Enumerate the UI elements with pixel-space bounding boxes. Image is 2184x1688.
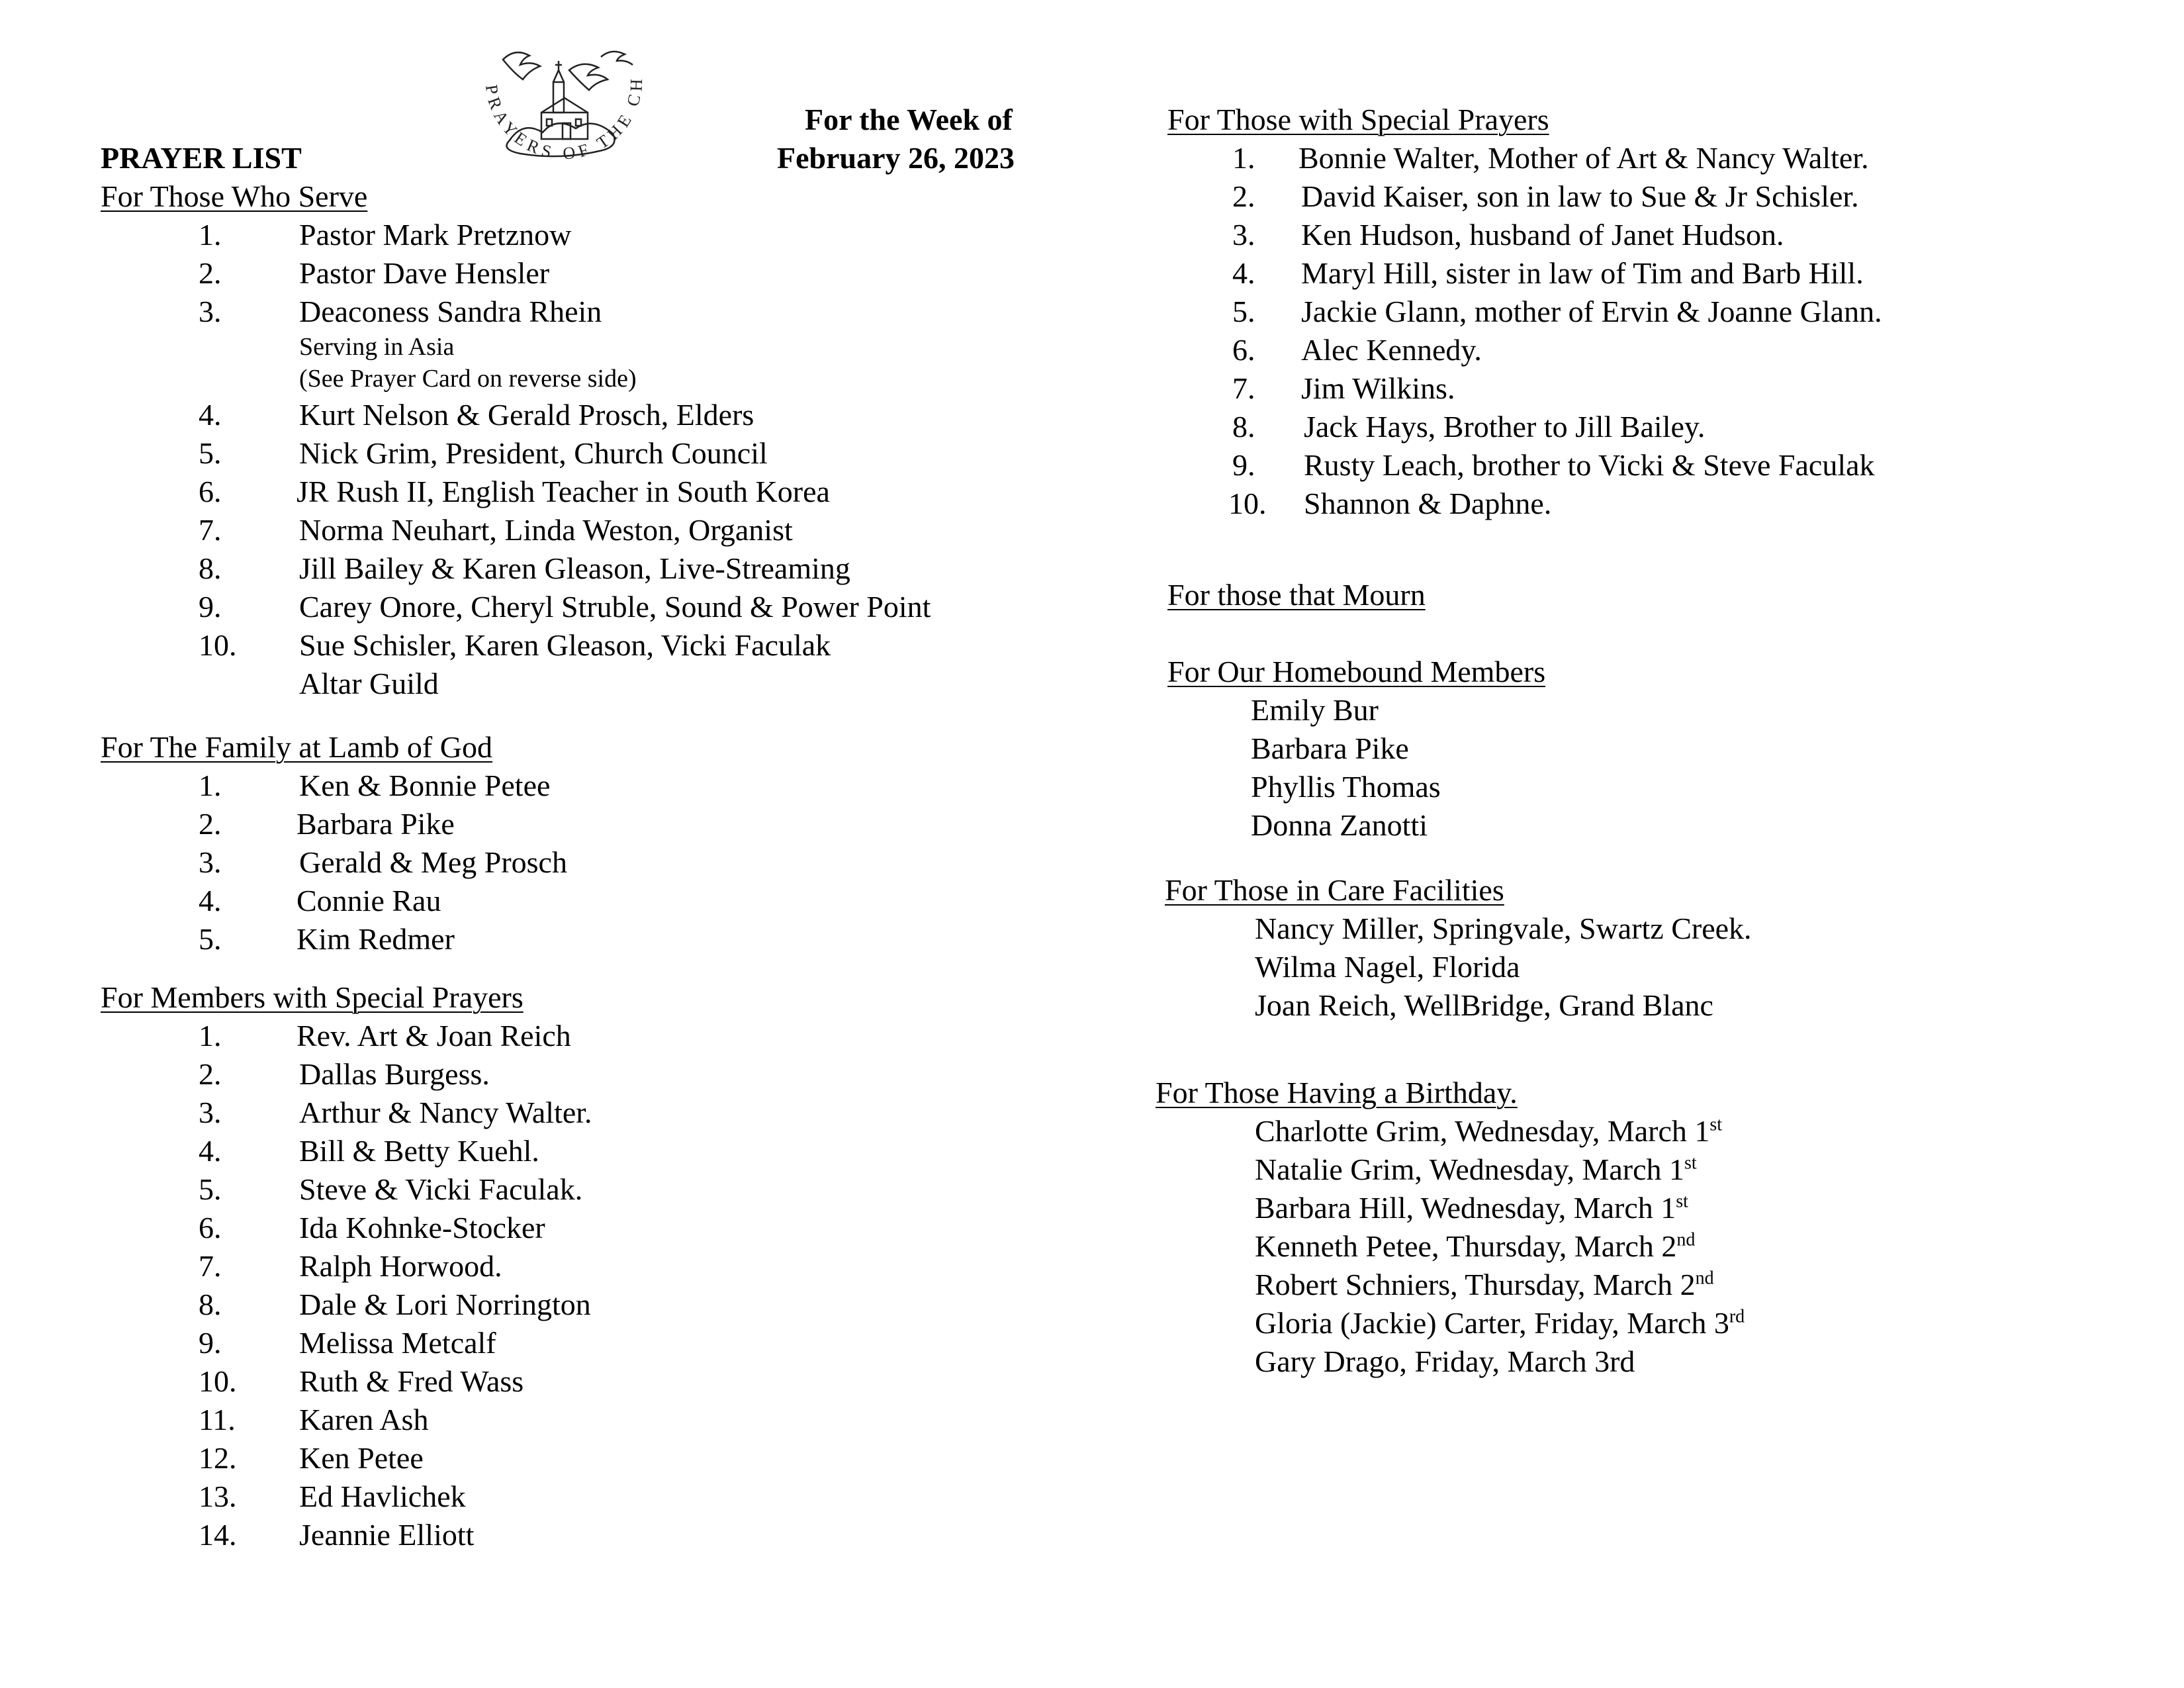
list-item: 12. Ken Petee [199,1441,424,1475]
section-heading-members: For Members with Special Prayers [101,980,523,1014]
list-item: 6. JR Rush II, English Teacher in South Korea [199,475,830,508]
family-list [199,767,993,959]
homebound-list [1251,691,1441,845]
list-item: Gloria (Jackie) Carter, Friday, March 3rd [1255,1306,1745,1340]
serve-list-continued [199,396,1059,703]
list-item: Barbara Pike [1251,731,1409,765]
serve-note-asia: Serving in Asia [299,333,455,361]
list-item: 8. Jill Bailey & Karen Gleason, Live-Streaming [199,551,850,585]
list-item: 2. Dallas Burgess. [199,1057,490,1091]
serve-note-card: (See Prayer Card on reverse side) [299,365,637,393]
list-item: 7. Jim Wilkins. [1232,371,1455,405]
list-item: 9. Carey Onore, Cheryl Struble, Sound & Power Point [199,590,931,624]
list-item: Donna Zanotti [1251,808,1428,842]
list-item: 6. Alec Kennedy. [1232,333,1482,367]
list-item: 2. Pastor Dave Hensler [199,256,550,290]
list-item: 4. Connie Rau [199,884,441,917]
list-item: 7. Norma Neuhart, Linda Weston, Organist [199,513,793,547]
list-item: 11. Karen Ash [199,1403,429,1436]
church-with-doves-icon [463,41,662,193]
list-item: Gary Drago, Friday, March 3rd [1255,1344,1635,1378]
church-seal-logo [463,41,662,193]
svg-text:PRAYERS OF THE CHURCH [463,41,646,164]
section-heading-serve: For Those Who Serve [101,179,368,213]
list-item: 5. Kim Redmer [199,922,455,956]
list-item: 3. Ken Hudson, husband of Janet Hudson. [1232,218,1784,252]
section-heading-special-prayers: For Those with Special Prayers [1167,103,1549,136]
page-title: PRAYER LIST [101,141,302,175]
list-item: 6. Ida Kohnke-Stocker [199,1211,545,1244]
list-item: Robert Schniers, Thursday, March 2nd [1255,1268,1714,1301]
list-item: 4. Maryl Hill, sister in law of Tim and Barb Hill. [1232,256,1864,290]
list-item: Charlotte Grim, Wednesday, March 1st [1255,1114,1723,1148]
list-item: 10. Shannon & Daphne. [1228,487,1552,520]
list-item: Barbara Hill, Wednesday, March 1st [1255,1191,1688,1225]
section-heading-birthday: For Those Having a Birthday. [1156,1076,1518,1109]
list-item: Wilma Nagel, Florida [1255,950,1520,984]
list-item: Altar Guild [299,667,439,700]
list-item: 3. Deaconess Sandra Rhein [199,295,602,328]
list-item: 10. Sue Schisler, Karen Gleason, Vicki Faculak [199,628,831,662]
list-item: 2. David Kaiser, son in law to Sue & Jr Schisler. [1232,179,1859,213]
list-item: 8. Dale & Lori Norrington [199,1288,591,1321]
list-item: 13. Ed Havlichek [199,1479,466,1513]
section-heading-family: For The Family at Lamb of God [101,730,492,764]
birthday-list [1255,1112,1745,1381]
section-heading-mourn: For those that Mourn [1167,578,1426,612]
list-item: 3. Arthur & Nancy Walter. [199,1096,592,1129]
list-item: 1. Bonnie Walter, Mother of Art & Nancy Walter. [1232,141,1869,175]
week-date: February 26, 2023 [777,141,1015,175]
list-item: 1. Pastor Mark Pretznow [199,218,572,252]
list-item: 4. Bill & Betty Kuehl. [199,1134,539,1168]
members-list [199,1017,993,1554]
list-item: Emily Bur [1251,693,1379,727]
care-facilities-list [1255,910,1752,1025]
list-item: 9. Melissa Metcalf [199,1326,496,1360]
list-item: 9. Rusty Leach, brother to Vicki & Steve Faculak [1232,448,1875,482]
special-prayers-list [1228,139,2146,523]
list-item: 3. Gerald & Meg Prosch [199,845,567,879]
section-heading-care-facilities: For Those in Care Facilities [1165,873,1504,907]
list-item: 5. Nick Grim, President, Church Council [199,436,768,470]
list-item: Phyllis Thomas [1251,770,1441,804]
list-item: 1. Ken & Bonnie Petee [199,769,551,802]
list-item: 14. Jeannie Elliott [199,1518,475,1552]
list-item: 4. Kurt Nelson & Gerald Prosch, Elders [199,398,754,432]
section-heading-homebound: For Our Homebound Members [1167,655,1546,688]
list-item: 5. Jackie Glann, mother of Ervin & Joanne Glann. [1232,295,1882,328]
list-item: 7. Ralph Horwood. [199,1249,502,1283]
list-item: Nancy Miller, Springvale, Swartz Creek. [1255,912,1752,945]
list-item: Joan Reich, WellBridge, Grand Blanc [1255,988,1713,1022]
list-item: 5. Steve & Vicki Faculak. [199,1172,583,1206]
list-item: 10. Ruth & Fred Wass [199,1364,524,1398]
list-item: 2. Barbara Pike [199,807,455,841]
seal-text: PRAYERS OF THE CH [481,73,647,164]
list-item: Natalie Grim, Wednesday, March 1st [1255,1152,1697,1186]
list-item: Kenneth Petee, Thursday, March 2nd [1255,1229,1696,1263]
list-item: 1. Rev. Art & Joan Reich [199,1019,571,1053]
list-item: 8. Jack Hays, Brother to Jill Bailey. [1232,410,1706,444]
serve-list [199,216,1059,331]
week-label: For the Week of [805,103,1013,136]
